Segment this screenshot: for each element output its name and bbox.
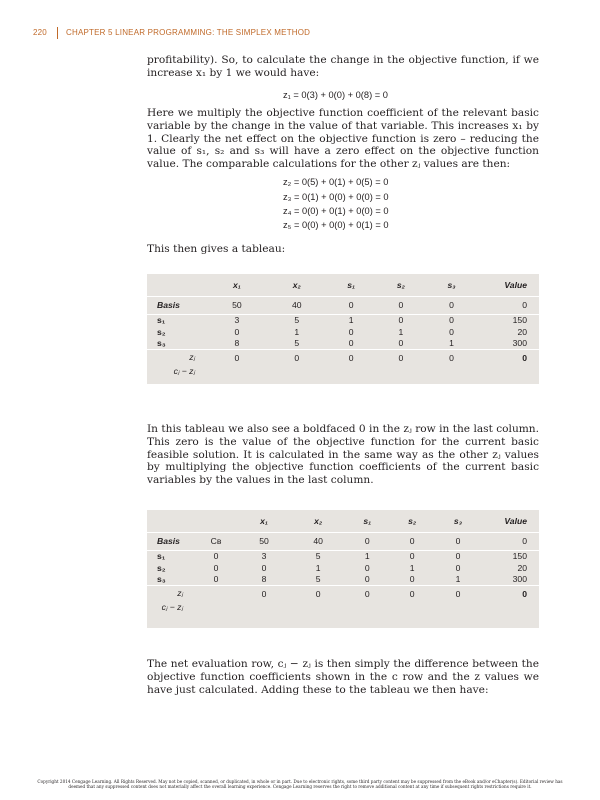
copyright-footer: Copyright 2014 Cengage Learning. All Rights Reserved. May not be copied, scanned, or duplicated, in whole or in part. Due to electronic rights, some third party content may be suppressed from the eBook and/or eChapter(s). Editorial review has deemed that any suppressed content does not materially affect the overall learning experience. Cengage Learning reserves the right to remove additional content at any time if subsequent rights restrictions require it. bbox=[37, 779, 563, 790]
z-row bbox=[147, 586, 539, 602]
header-x2: x₂ bbox=[292, 279, 301, 290]
table-cell: 1 bbox=[398, 326, 404, 337]
basis-label: Basis bbox=[147, 532, 195, 550]
table-cell: 1 bbox=[449, 338, 454, 349]
header-x1: x₁ bbox=[260, 515, 268, 526]
table-cell: 150 bbox=[477, 314, 539, 326]
objective-value-cell: 0 bbox=[481, 586, 539, 602]
table-row bbox=[147, 314, 539, 326]
table-cell: 300 bbox=[512, 574, 527, 585]
c-cell: 50 bbox=[237, 532, 291, 550]
chapter-title: CHAPTER 5 LINEAR PROGRAMMING: THE SIMPLEX METHOD bbox=[66, 28, 311, 38]
basis-label: Basis bbox=[147, 296, 207, 314]
table-cell: 1 bbox=[455, 574, 461, 585]
table-cell: 300 bbox=[512, 338, 527, 349]
z-cell: 0 bbox=[345, 586, 389, 602]
table-cell: 0 bbox=[409, 574, 415, 585]
simplex-tableau-2 bbox=[147, 510, 539, 628]
table-cell: 1 bbox=[294, 326, 300, 337]
z-label: zⱼ bbox=[147, 586, 195, 602]
table-cell: 0 bbox=[348, 338, 354, 349]
paragraph-2: Here we multiply the objective function coefficient of the relevant basic variable by the change in the value of that variable. This increases x₁ by 1. Clearly the net effect on the objective function is zero – reducing the value of s₁, s₂ and s₃ will have a zero effect on the objective function value. The comparable calculations for the other zⱼ values are then: bbox=[147, 107, 539, 171]
header-s1: s₁ bbox=[347, 279, 356, 290]
row-label: s₁ bbox=[147, 550, 195, 562]
c-cell: 0 bbox=[327, 296, 376, 314]
equation-z2: z₂ = 0(5) + 0(1) + 0(5) = 0 bbox=[283, 177, 389, 187]
row-label: s₂ bbox=[157, 562, 166, 573]
header-s3: s₃ bbox=[447, 279, 456, 290]
c-cell: 50 bbox=[207, 296, 267, 314]
table-cell: 0 bbox=[376, 314, 426, 326]
z-cell: 0 bbox=[435, 586, 481, 602]
net-evaluation-row bbox=[147, 602, 539, 614]
simplex-tableau-1 bbox=[147, 274, 539, 384]
table-cell: 0 bbox=[435, 550, 481, 562]
paragraph-3: This then gives a tableau: bbox=[147, 243, 286, 255]
table-cell: 8 bbox=[261, 574, 267, 585]
header-s2: s₂ bbox=[396, 279, 405, 290]
header-s2: s₂ bbox=[408, 515, 417, 526]
cb-cell: 0 bbox=[213, 574, 219, 585]
z-cell: 0 bbox=[376, 350, 426, 366]
table-row bbox=[147, 574, 539, 586]
table-cell: 1 bbox=[327, 314, 376, 326]
table-cell: 3 bbox=[207, 314, 267, 326]
table-cell: 8 bbox=[234, 338, 240, 349]
z-cell: 0 bbox=[267, 350, 327, 366]
table-cell: 0 bbox=[261, 562, 267, 573]
c-cell: 0 bbox=[477, 296, 539, 314]
table-cell: 0 bbox=[234, 326, 240, 337]
row-label: s₂ bbox=[157, 326, 166, 337]
table-cell: 5 bbox=[267, 314, 327, 326]
table-cell: 3 bbox=[237, 550, 291, 562]
paragraph-4: In this tableau we also see a boldfaced 0 in the zⱼ row in the last column. This zero is the value of the objective function for the current basic feasible solution. It is calculated in the same way as the other zⱼ values by multiplying the objective function coefficients of the current basic variables by the values in the last column. bbox=[147, 423, 539, 487]
row-label: s₃ bbox=[157, 574, 166, 585]
z-cell: 0 bbox=[327, 350, 376, 366]
c-cell: 0 bbox=[435, 532, 481, 550]
table-row bbox=[147, 338, 539, 350]
cb-cell: 0 bbox=[213, 562, 219, 573]
header-value: Value bbox=[504, 515, 527, 526]
table-cell: 0 bbox=[348, 326, 354, 337]
cb-label: Cʙ bbox=[195, 532, 237, 550]
table-cell: 1 bbox=[345, 550, 389, 562]
net-label: cⱼ − zⱼ bbox=[173, 365, 195, 376]
table-cell: 0 bbox=[455, 562, 461, 573]
table-cell: 1 bbox=[409, 562, 415, 573]
table-cell: 5 bbox=[291, 550, 345, 562]
header-s3: s₃ bbox=[453, 515, 463, 526]
table-cell: 1 bbox=[315, 562, 321, 573]
row-label: s₃ bbox=[157, 338, 166, 349]
c-cell: 0 bbox=[481, 532, 539, 550]
row-label: s₁ bbox=[147, 314, 207, 326]
z-cell: 0 bbox=[389, 586, 435, 602]
table-cell: 0 bbox=[364, 562, 370, 573]
page-number: 220 bbox=[33, 28, 47, 38]
table-row bbox=[147, 562, 539, 574]
paragraph-1: profitability). So, to calculate the change in the objective function, if we increase x₁ by 1 we would have: bbox=[147, 54, 539, 79]
table-cell: 150 bbox=[481, 550, 539, 562]
table-cell: 5 bbox=[315, 574, 321, 585]
table-cell: 20 bbox=[517, 562, 527, 573]
table-cell: 0 bbox=[398, 338, 404, 349]
equation-z1: z₁ = 0(3) + 0(0) + 0(8) = 0 bbox=[283, 90, 388, 100]
c-cell: 40 bbox=[291, 532, 345, 550]
c-cell: 0 bbox=[345, 532, 389, 550]
running-header bbox=[33, 27, 310, 39]
z-label: zⱼ bbox=[147, 350, 207, 366]
table-cell: 20 bbox=[517, 326, 527, 337]
table-row bbox=[147, 550, 539, 562]
table-cell: 0 bbox=[389, 550, 435, 562]
equation-z4: z₄ = 0(0) + 0(1) + 0(0) = 0 bbox=[283, 206, 389, 216]
table-row bbox=[147, 326, 539, 338]
c-cell: 40 bbox=[267, 296, 327, 314]
z-cell: 0 bbox=[426, 350, 477, 366]
header-value: Value bbox=[504, 279, 527, 290]
net-label: cⱼ − zⱼ bbox=[161, 601, 183, 612]
net-evaluation-row bbox=[147, 366, 539, 378]
header-divider bbox=[57, 27, 58, 39]
z-row bbox=[147, 350, 539, 366]
header-x1: x₁ bbox=[233, 279, 241, 290]
z-cell: 0 bbox=[237, 586, 291, 602]
paragraph-5: The net evaluation row, cⱼ − zⱼ is then simply the difference between the objective function coefficients shown in the c row and the z values we have just calculated. Adding these to the tableau we then have: bbox=[147, 658, 539, 696]
table-cell: 5 bbox=[294, 338, 300, 349]
table-cell: 0 bbox=[426, 314, 477, 326]
table-cell: 0 bbox=[449, 326, 454, 337]
header-s1: s₁ bbox=[363, 515, 372, 526]
table-cell: 0 bbox=[364, 574, 370, 585]
z-cell: 0 bbox=[207, 350, 267, 366]
cb-cell: 0 bbox=[195, 550, 237, 562]
equation-z3: z₃ = 0(1) + 0(0) + 0(0) = 0 bbox=[283, 192, 389, 202]
header-x2: x₂ bbox=[314, 515, 323, 526]
c-cell: 0 bbox=[389, 532, 435, 550]
objective-value-cell: 0 bbox=[477, 350, 539, 366]
c-cell: 0 bbox=[376, 296, 426, 314]
equation-z5: z₅ = 0(0) + 0(0) + 0(1) = 0 bbox=[283, 220, 389, 230]
c-cell: 0 bbox=[426, 296, 477, 314]
z-cell: 0 bbox=[291, 586, 345, 602]
